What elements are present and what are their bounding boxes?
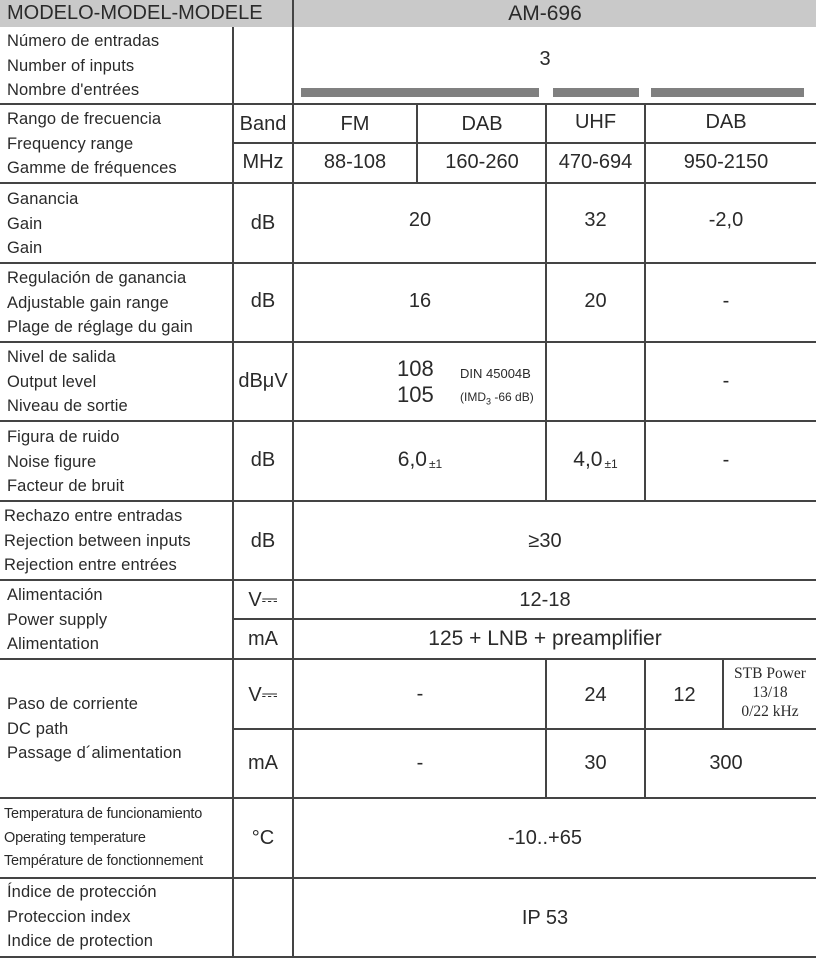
band-fm: FM: [340, 112, 370, 135]
input-bar-1: [301, 88, 539, 97]
output-value-1: 108: [397, 356, 434, 381]
mhz-unit: MHz: [242, 150, 284, 173]
output-dab-2: -: [722, 369, 730, 392]
inputs-labels: Número de entradas Number of inputs Nombre d'entrées: [7, 32, 160, 99]
noise-labels: Figura de ruido Noise figure Facteur de bruit: [7, 428, 125, 495]
protection-labels: Índice de protección Proteccion index Indice de protection: [7, 883, 157, 950]
temperature-labels: Temperatura de funcionamiento Operating temperature Température de fonctionnement: [4, 806, 203, 869]
temperature-value: -10..+65: [508, 826, 582, 849]
protection-value: IP 53: [521, 906, 569, 929]
frequency-labels: Rango de frecuencia Frequency range Gamme de fréquences: [7, 110, 177, 177]
gain-unit: dB: [250, 211, 276, 234]
adj-gain-unit: dB: [250, 289, 276, 312]
dc-path-labels: Paso de corriente DC path Passage d´alimentation: [7, 695, 182, 762]
adj-gain-dab-2: -: [722, 289, 730, 312]
power-ma-unit: mA: [248, 627, 278, 650]
output-unit: dBμV: [238, 369, 288, 392]
range-dab-2: 950-2150: [683, 150, 769, 173]
rejection-value: ≥30: [528, 529, 562, 552]
gain-uhf: 32: [584, 208, 607, 231]
range-uhf: 470-694: [558, 150, 633, 173]
band-uhf: UHF: [574, 110, 617, 133]
band-unit: Band: [239, 112, 287, 135]
power-labels: Alimentación Power supply Alimentation: [7, 586, 108, 653]
stb-power-note: STB Power 13/18 0/22 kHz: [734, 665, 806, 720]
input-bar-3: [651, 88, 804, 97]
model-value: AM-696: [508, 1, 582, 25]
noise-unit: dB: [250, 448, 276, 471]
dc-ma-unit: mA: [248, 751, 278, 774]
dc-v-unit: V⎓: [248, 683, 278, 706]
range-fm: 88-108: [323, 150, 387, 173]
output-note-1: DIN 45004B: [460, 366, 531, 381]
rejection-labels: Rechazo entre entradas Rejection between inputs Rejection entre entrées: [4, 507, 191, 574]
power-v-unit: V⎓: [248, 588, 278, 611]
dc-ma-uhf: 30: [584, 751, 607, 774]
dc-v-uhf: 24: [584, 683, 607, 706]
dc-v-fm-dab: -: [416, 682, 424, 705]
model-label: MODELO-MODEL-MODELE: [7, 2, 263, 24]
power-ma-value: 125 + LNB + preamplifier: [428, 627, 662, 650]
noise-fm-dab: 6,0 ±1: [397, 448, 443, 471]
adj-gain-fm-dab: 16: [408, 289, 432, 312]
gain-labels: Ganancia Gain Gain: [7, 190, 79, 257]
temperature-unit: °C: [251, 826, 275, 849]
adj-gain-uhf: 20: [584, 289, 607, 312]
output-labels: Nivel de salida Output level Niveau de sortie: [7, 348, 128, 415]
input-bar-2: [553, 88, 639, 97]
band-dab-2: DAB: [705, 110, 747, 133]
power-v-value: 12-18: [519, 588, 571, 611]
noise-dab-2: -: [722, 448, 730, 471]
gain-fm-dab: 20: [408, 208, 432, 231]
adj-gain-labels: Regulación de ganancia Adjustable gain range Plage de réglage du gain: [7, 269, 193, 336]
dc-v-dab-2: 12: [673, 683, 696, 706]
range-dab-1: 160-260: [445, 150, 519, 173]
rejection-unit: dB: [250, 529, 276, 552]
output-note-2: ($IMD_3$ -66 dB): [460, 390, 534, 407]
band-dab-1: DAB: [461, 112, 503, 135]
noise-uhf: 4,0 ±1: [573, 448, 618, 471]
inputs-value: 3: [539, 47, 551, 70]
gain-dab-2: -2,0: [708, 208, 744, 231]
dc-ma-fm-dab: -: [416, 751, 424, 774]
dc-ma-dab-2: 300: [709, 751, 743, 774]
output-value-2: 105: [397, 382, 434, 407]
